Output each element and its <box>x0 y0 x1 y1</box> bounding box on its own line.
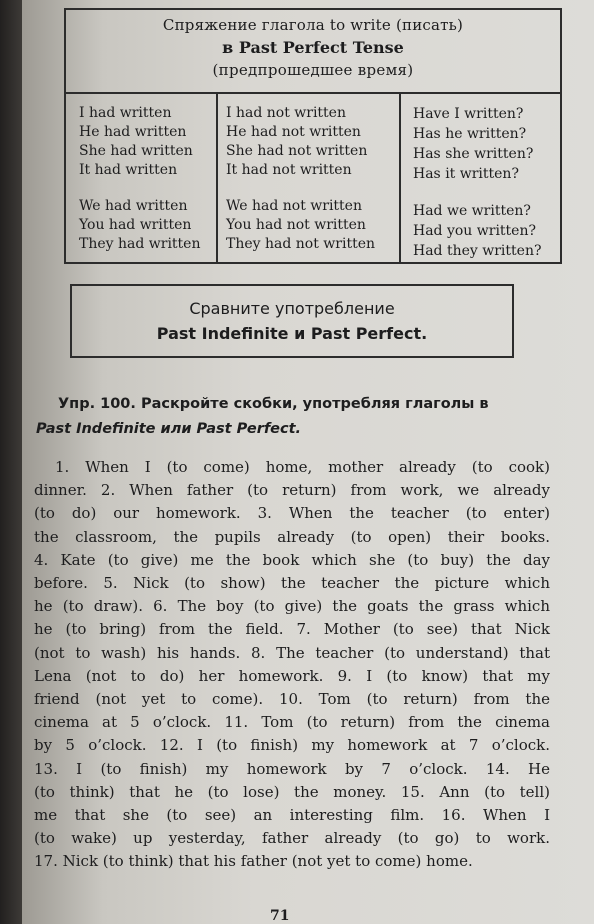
exercise-line: by 5 o’clock. 12. I (to finish) my homework at 7 o’clock. <box>34 736 550 755</box>
affirmative-column <box>66 94 218 262</box>
affirmative-form: She had written <box>79 143 193 159</box>
interrogative-form: Had they written? <box>413 243 542 259</box>
exercise-line: cinema at 5 o’clock. 11. Tom (to return) from the cinema <box>34 713 550 732</box>
conjugation-table <box>64 8 562 264</box>
interrogative-column <box>401 94 560 262</box>
exercise-line: 17. Nick (to think) that his father (not yet to come) home. <box>34 852 473 871</box>
exercise-line: 13. I (to finish) my homework by 7 o’clock. 14. He <box>34 759 550 778</box>
interrogative-form: Has it written? <box>413 166 519 182</box>
negative-form: He had not written <box>226 124 361 140</box>
interrogative-form: Have I written? <box>413 106 524 122</box>
exercise-line: me that she (to see) an interesting film. 16. When I <box>34 806 550 825</box>
conjugation-table-title <box>66 10 560 94</box>
exercise-line: before. 5. Nick (to show) the teacher the picture which <box>34 574 550 593</box>
negative-form: They had not written <box>226 236 376 252</box>
affirmative-form: I had written <box>79 105 172 121</box>
book-page <box>22 0 594 924</box>
exercise-line: he (to bring) from the field. 7. Mother (to see) that Nick <box>34 620 550 639</box>
exercise-line: 4. Kate (to give) me the book which she (to buy) the day <box>34 550 550 569</box>
table-title-line2: в Past Perfect Tense <box>222 38 404 57</box>
exercise-line: (to wake) up yesterday, father already (to go) to work. <box>34 829 550 848</box>
compare-box-line1: Сравните употребление <box>189 299 395 318</box>
exercise-line: friend (not yet to come). 10. Tom (to return) from the <box>34 690 550 709</box>
negative-form: We had not written <box>226 198 362 214</box>
affirmative-form: We had written <box>79 198 188 214</box>
interrogative-form: Had we written? <box>413 203 531 219</box>
negative-form: She had not written <box>226 143 368 159</box>
exercise-title-line2: Past Indefinite или Past Perfect. <box>36 421 302 437</box>
negative-form: You had not written <box>226 217 366 233</box>
compare-usage-box <box>70 284 514 358</box>
interrogative-form: Has she written? <box>413 146 534 162</box>
exercise-title <box>36 392 546 442</box>
table-title-line1: Спряжение глагола to write (писать) <box>162 16 464 34</box>
affirmative-form: They had written <box>79 236 201 252</box>
affirmative-form: You had written <box>79 217 192 233</box>
compare-box-line2: Past Indefinite и Past Perfect. <box>156 324 428 343</box>
interrogative-form: Has he written? <box>413 126 527 142</box>
exercise-line: Lena (not to do) her homework. 9. I (to know) that my <box>34 666 550 685</box>
table-title-line3: (предпрошедшее время) <box>212 61 414 79</box>
page-number: 71 <box>270 908 290 924</box>
exercise-line: the classroom, the pupils already (to open) their books. <box>34 527 550 546</box>
exercise-text <box>34 456 550 874</box>
exercise-line: (to do) our homework. 3. When the teacher (to enter) <box>34 504 550 523</box>
negative-form: It had not written <box>226 162 352 178</box>
exercise-line: (to think) that he (to lose) the money. 15. Ann (to tell) <box>34 782 550 801</box>
exercise-title-line1: Упр. 100. Раскройте скобки, употребляя глаголы в <box>58 396 489 412</box>
exercise-line: he (to draw). 6. The boy (to give) the goats the grass which <box>34 597 550 616</box>
interrogative-form: Had you written? <box>413 223 536 239</box>
affirmative-form: He had written <box>79 124 187 140</box>
affirmative-form: It had written <box>79 162 178 178</box>
negative-form: I had not written <box>226 105 346 121</box>
conjugation-columns <box>66 94 560 262</box>
exercise-line: dinner. 2. When father (to return) from work, we already <box>34 481 550 500</box>
negative-column <box>218 94 401 262</box>
exercise-line: (not to wash) his hands. 8. The teacher (to understand) that <box>34 643 550 662</box>
exercise-line: 1. When I (to come) home, mother already (to cook) <box>55 458 550 476</box>
